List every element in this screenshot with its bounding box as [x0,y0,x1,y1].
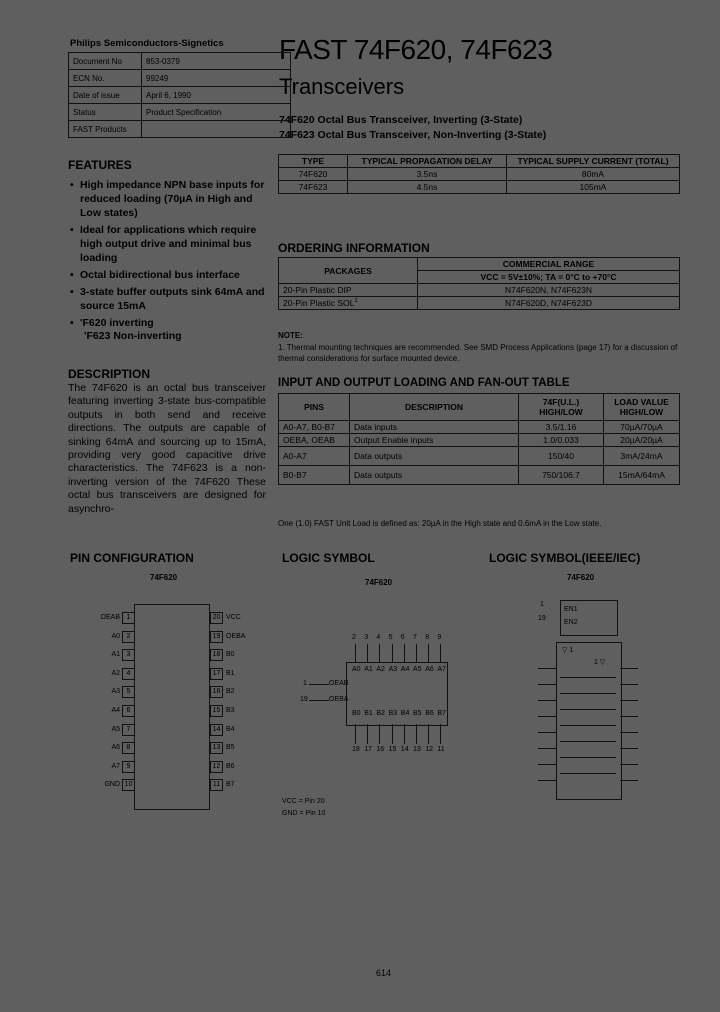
en1-label: EN1 [564,606,578,613]
pin-number: 1 [122,612,135,624]
table-cell [279,297,418,310]
feature-item: • Ideal for applications which require high output drive and minimal bus loading [68,223,268,265]
table-cell: 3mA/24mA [604,447,680,466]
doc-key: Document No [69,53,142,70]
col-header: VCC = 5V±10%; TA = 0°C to +70°C [418,271,680,284]
ieee-left-line [538,764,556,765]
pin-label: B5 [226,744,235,752]
features-list-wrap [68,178,268,342]
feature-item: • 3-state buffer outputs sink 64mA and source 15mA [68,285,268,313]
pin-label: B0 [226,651,235,659]
pin-number: 2 [122,631,135,643]
ls-top-pin: 7 [413,634,417,641]
ieee-left-line [538,716,556,717]
table-cell: B0-B7 [279,466,350,485]
ordering-table [278,257,680,310]
doc-value: April 6, 1990 [142,87,291,104]
ls-b-label: B3 [388,710,398,717]
page-title: FAST 74F620, 74F623 [279,34,553,65]
ls-a-label: A7 [437,666,446,673]
col-header: TYPE [279,155,348,168]
table-row [279,284,680,297]
ieee-right-line [620,732,638,733]
table-row [279,447,680,466]
ieee-row-divider [560,773,616,774]
gnd-note: GND = Pin 10 [282,810,326,817]
table-cell: 70µA/70µA [604,421,680,434]
pin-number: 16 [210,686,223,698]
type-table [278,154,680,194]
pin-left-row [94,631,135,643]
table-row [279,181,680,194]
table-cell: Output Enable inputs [350,434,519,447]
table-row [279,297,680,310]
ls-a-label: A5 [413,666,422,673]
pin-right-row [210,631,245,643]
pin-number: 8 [122,742,135,754]
doc-key: ECN No. [69,70,142,87]
feature-item: • 'F620 inverting [68,316,268,330]
ls-top-pin: 4 [376,634,381,641]
table-cell: 74F623 [279,181,348,194]
ls-bottom-pin: 11 [437,746,445,753]
ieee-pin1: 1 [540,601,544,608]
table-cell: 20µA/20µA [604,434,680,447]
col-header: LOAD VALUE HIGH/LOW [604,394,680,421]
features-title: FEATURES [68,158,132,172]
table-cell: 15mA/64mA [604,466,680,485]
table-cell: 1.0/0.033 [519,434,604,447]
table-cell: OEBA, OEAB [279,434,350,447]
table-row [279,421,680,434]
doc-value [142,121,291,138]
pin-label: A2 [111,669,120,677]
ieee-chip: 74F620 [567,573,595,582]
pin-right-row [210,686,235,698]
ls-bottom-line [355,724,356,744]
table-cell: 80mA [507,168,680,181]
pin-number: 5 [122,686,135,698]
col-header: 74F(U.L.) HIGH/LOW [519,394,604,421]
pin-number: 6 [122,705,135,717]
ieee-row-divider [560,709,616,710]
doc-row [69,53,291,70]
pin-label: B6 [226,762,235,770]
ieee-title: LOGIC SYMBOL(IEEE/IEC) [489,551,641,565]
ieee-left-line [538,780,556,781]
doc-key: Date of issue [69,87,142,104]
table-cell: 105mA [507,181,680,194]
table-cell: 3.5/1.16 [519,421,604,434]
ls-top-pin: 8 [425,634,430,641]
loading-note-text: One (1.0) FAST Unit Load is defined as: 20µA in the High state and 0.6mA in the Low state. [278,519,602,528]
ls-bottom-line [379,724,380,744]
table-row [279,466,680,485]
en2-label: EN2 [564,619,578,626]
ls-top-pin: 5 [388,634,393,641]
pin-right-row [210,761,235,773]
doc-value: 853-0379 [142,53,291,70]
ls-bottom-pin: 18 [352,746,360,753]
pin-label: GND [104,781,120,789]
pin-label: OEAB [100,614,120,621]
oeba-pin: 19 [300,696,308,703]
doc-row [69,121,291,138]
pin-number: 3 [122,649,135,661]
loading-title: INPUT AND OUTPUT LOADING AND FAN-OUT TABLE [278,377,570,389]
col-header: PACKAGES [279,258,418,284]
table-cell: A0-A7, B0-B7 [279,421,350,434]
ls-a-label: A6 [425,666,434,673]
ls-b-label: B1 [364,710,373,717]
table-row [279,168,680,181]
pin-left-row [94,761,135,773]
ieee-dir-2: 1 ▽ [594,659,606,666]
table-header-row [279,258,680,271]
ls-a-label: A0 [352,666,361,673]
pin-number: 12 [210,761,223,773]
ieee-right-line [620,700,638,701]
ls-bottom-pin: 13 [413,746,421,753]
ls-a-label: A2 [376,666,385,673]
pin-label: B1 [226,669,235,677]
ls-bottom-line [416,724,417,744]
pin-label: B7 [226,781,235,789]
pin-number: 18 [210,649,223,661]
pin-label: A0 [111,632,120,640]
description-title: DESCRIPTION [68,367,151,381]
pin-number: 19 [210,631,223,643]
ls-b-label: B7 [437,710,446,717]
ls-top-line [428,644,429,662]
pin-label: A4 [111,707,120,714]
pin-config-chip: 74F620 [150,573,178,582]
pin-right-row [210,742,235,754]
company-name: Philips Semiconductors-Signetics [70,38,224,49]
pin-number: 15 [210,705,223,717]
pin-number: 17 [210,668,223,680]
ls-top-line [392,644,393,662]
table-cell: N74F620N, N74F623N [418,284,680,297]
page-subtitle: Transceivers [279,74,405,99]
ls-a-label: A4 [400,666,410,673]
pin-number: 7 [122,724,135,736]
ieee-right-line [620,716,638,717]
table-header-row [279,394,680,421]
ls-bottom-pin: 14 [400,746,409,753]
oeba-label: OEBA [329,696,349,703]
pin-left-row [94,779,135,791]
pin-left-row [94,668,135,680]
col-header: DESCRIPTION [350,394,519,421]
ieee-pin19: 19 [538,615,546,622]
col-header: PINS [279,394,350,421]
doc-value: Product Specification [142,104,291,121]
doc-row [69,87,291,104]
pin-left-row [94,705,135,717]
dip-package [134,604,210,810]
ls-top-line [440,644,441,662]
pin-left-row [94,649,135,661]
document-info-table [68,52,291,138]
doc-row [69,104,291,121]
oeab-pin: 1 [303,680,307,687]
ieee-left-line [538,668,556,669]
table-cell: 750/106.7 [519,466,604,485]
vcc-note: VCC = Pin 20 [282,798,325,805]
ieee-data-block [556,642,622,800]
ieee-left-line [538,748,556,749]
pin-left-row [94,724,135,736]
ieee-row-divider [560,693,616,694]
ls-bottom-line [367,724,368,744]
ls-top-line [367,644,368,662]
pin-label: A5 [111,725,120,733]
pin-number: 4 [122,668,135,680]
doc-value: 99249 [142,70,291,87]
pin-label: B3 [226,707,235,714]
product-line-2: 74F623 Octal Bus Transceiver, Non-Inverting (3-State) [279,129,547,141]
ls-bottom-line [428,724,429,744]
pin-left-row [94,612,135,624]
pin-config-title: PIN CONFIGURATION [70,551,194,565]
description-text: The 74F620 is an octal bus transceiver featuring inverting 3-state bus-compatible outputs in both send and receive directions. The outputs are capable of sinking 64mA and sourcing up to 15mA, providing very good capacitive drive characteristics. The 74F623 is a non-inverting version of the 74F620 These octal bus transceivers are designed for asynchro- [68,382,266,515]
ieee-left-line [538,700,556,701]
ieee-row-divider [560,741,616,742]
table-cell: 4.5ns [348,181,507,194]
pin-right-row [210,612,241,624]
pin-right-row [210,649,235,661]
table-header-row [279,155,680,168]
product-line-1: 74F620 Octal Bus Transceiver, Inverting (3-State) [279,114,523,126]
feature-item: • Octal bidirectional bus interface [68,268,268,282]
ls-bottom-pin: 12 [425,746,433,753]
ls-top-line [404,644,405,662]
ieee-row-divider [560,677,616,678]
table-cell: N74F620D, N74F623D [418,297,680,310]
loading-note [278,519,601,528]
oeab-label: OEAB [329,680,349,687]
logic-symbol-chip: 74F620 [365,578,393,587]
pin-right-row [210,724,235,736]
doc-key: FAST Products [69,121,142,138]
ls-top-pin: 2 [352,634,356,641]
oeba-line [309,700,329,701]
ls-top-line [416,644,417,662]
ls-b-label: B4 [400,710,410,717]
ls-top-line [355,644,356,662]
table-row [279,434,680,447]
table-cell: 20-Pin Plastic DIP [279,284,418,297]
ordering-note: 1. Thermal mounting techniques are recommended. See SMD Process Applications (page 17) for a discussion of thermal considerations for surface mounted device. [278,343,678,363]
feature-sub-item: 'F623 Non-inverting [84,330,182,342]
ls-b-label: B2 [376,710,385,717]
table-cell: 150/40 [519,447,604,466]
pin-label: B4 [226,725,235,733]
ls-bottom-line [392,724,393,744]
ieee-dir-1: ▽ 1 [562,647,574,654]
ls-a-label: A1 [364,666,373,673]
pin-number: 11 [210,779,223,791]
table-cell: 74F620 [279,168,348,181]
pin-right-row [210,668,235,680]
pin-number: 20 [210,612,223,624]
pin-number: 10 [122,779,135,791]
ls-b-label: B0 [352,710,361,717]
ls-bottom-line [404,724,405,744]
footnote-mark: 1 [354,298,358,305]
pin-label: A1 [111,651,120,659]
ordering-note-label: NOTE: [278,331,303,340]
pin-label: VCC [226,614,241,621]
table-cell: Data outputs [350,466,519,485]
ls-top-pin: 9 [437,634,442,641]
package-name: 20-Pin Plastic SOL [283,298,355,308]
ls-top-line [379,644,380,662]
ieee-right-line [620,668,638,669]
pin-number: 13 [210,742,223,754]
pin-label: A3 [111,688,120,696]
ieee-right-line [620,780,638,781]
ordering-title: ORDERING INFORMATION [278,241,430,255]
ieee-right-line [620,764,638,765]
pin-left-row [94,742,135,754]
col-header: TYPICAL PROPAGATION DELAY [348,155,507,168]
ieee-row-divider [560,725,616,726]
feature-item: • High impedance NPN base inputs for reduced loading (70µA in High and Low states) [68,178,268,220]
pin-number: 14 [210,724,223,736]
col-header: TYPICAL SUPPLY CURRENT (TOTAL) [507,155,680,168]
ls-bottom-line [440,724,441,744]
pin-label: A7 [111,762,120,770]
pin-left-row [94,686,135,698]
ls-bottom-pin: 17 [364,746,372,753]
ls-top-pin: 6 [400,634,405,641]
ieee-right-line [620,684,638,685]
ieee-left-line [538,732,556,733]
doc-key: Status [69,104,142,121]
ls-top-pin: 3 [364,634,369,641]
pin-label: OEBA [226,632,246,640]
logic-symbol-title: LOGIC SYMBOL [282,551,375,565]
pin-right-row [210,779,235,791]
ls-bottom-pin: 15 [388,746,397,753]
table-cell: A0-A7 [279,447,350,466]
table-cell: Data outputs [350,447,519,466]
loading-table [278,393,680,485]
ieee-right-line [620,748,638,749]
ieee-row-divider [560,757,616,758]
pin-right-row [210,705,235,717]
ls-b-label: B5 [413,710,422,717]
col-header: COMMERCIAL RANGE [418,258,680,271]
table-cell: 3.5ns [348,168,507,181]
ls-b-label: B6 [425,710,434,717]
features-list [68,178,268,330]
pin-number: 9 [122,761,135,773]
pin-label: B2 [226,688,235,696]
ieee-left-line [538,684,556,685]
page-number: 614 [376,968,392,978]
ls-a-label: A3 [388,666,398,673]
oeab-line [309,684,329,685]
table-cell: Data inputs [350,421,519,434]
doc-row [69,70,291,87]
pin-label: A6 [111,744,120,752]
ls-bottom-pin: 16 [376,746,385,753]
